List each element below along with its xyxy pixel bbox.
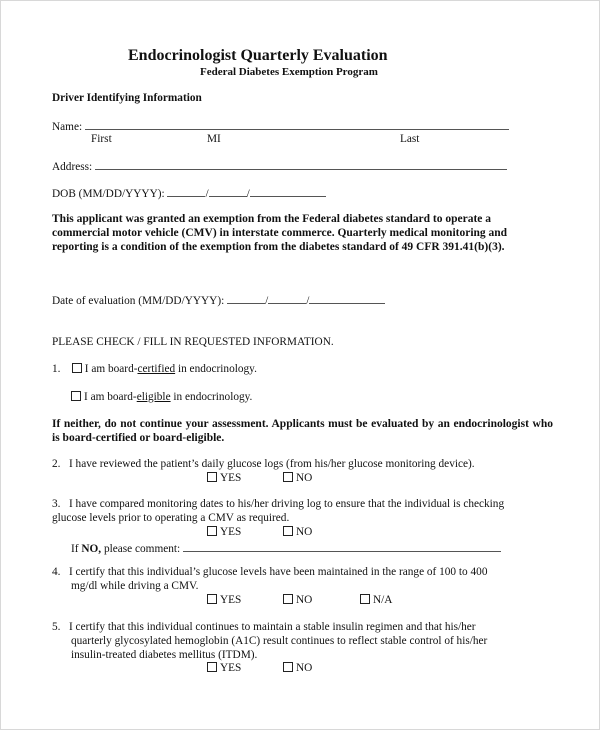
q5-statement-1: I certify that this individual continues to maintain a stable insulin regimen and that his/her <box>68 621 476 633</box>
q2-no-label: NO <box>296 472 313 484</box>
q4-statement-1: I certify that this individual’s glucose levels have been maintained in the range of 100 to 400 <box>68 566 488 578</box>
q4-na[interactable] <box>360 593 392 607</box>
evaluation-date-field[interactable]: Date of evaluation (MM/DD/YYYY): / / <box>52 293 385 308</box>
q1-opt1-suffix: in endocrinology. <box>175 363 257 375</box>
name-field[interactable] <box>52 119 509 134</box>
q5-yes[interactable] <box>207 661 241 675</box>
eval-day-input[interactable] <box>268 293 306 304</box>
q1-opt1-underlined: certified <box>137 363 176 375</box>
document-subtitle: Federal Diabetes Exemption Program <box>200 66 378 78</box>
q4-yes-label: YES <box>220 594 242 606</box>
q3-statement: I have compared monitoring dates to his/her driving log to ensure that the individual is checking glucose levels prior to operating a CMV as required. <box>52 498 505 524</box>
q2-yes-label: YES <box>220 472 242 484</box>
dob-field[interactable]: DOB (MM/DD/YYYY): / / <box>52 186 326 201</box>
q1-number: 1. <box>52 363 61 375</box>
q3-no-checkbox[interactable] <box>283 526 293 536</box>
q5-yes-label: YES <box>220 662 242 674</box>
q4-na-label: N/A <box>373 594 393 606</box>
q2-no-checkbox[interactable] <box>283 472 293 482</box>
address-field[interactable] <box>52 159 507 174</box>
q4-yes-checkbox[interactable] <box>207 594 217 604</box>
q3-comment-prefix: If <box>71 543 82 555</box>
address-input[interactable] <box>95 159 507 170</box>
q5-number: 5. <box>52 621 61 633</box>
q4-no-checkbox[interactable] <box>283 594 293 604</box>
board-certified-checkbox[interactable] <box>72 363 82 373</box>
q2-yes-checkbox[interactable] <box>207 472 217 482</box>
q4-na-checkbox[interactable] <box>360 594 370 604</box>
document-title: Endocrinologist Quarterly Evaluation <box>128 47 388 64</box>
dob-day-input[interactable] <box>209 186 247 197</box>
q5-yes-checkbox[interactable] <box>207 662 217 672</box>
q3-comment-field[interactable] <box>71 541 501 556</box>
instructions: PLEASE CHECK / FILL IN REQUESTED INFORMATION. <box>52 336 334 348</box>
q2-number: 2. <box>52 458 61 470</box>
name-first-label: First <box>91 133 112 145</box>
q5-no-label: NO <box>296 662 313 674</box>
q2-no[interactable] <box>283 471 312 485</box>
q1-opt2-text: I am board- <box>84 391 137 403</box>
q1-opt1-text: I am board- <box>84 363 138 375</box>
q4-line1 <box>52 565 487 579</box>
driver-section-heading: Driver Identifying Information <box>52 92 202 104</box>
evaluation-date-label: Date of evaluation (MM/DD/YYYY): <box>52 295 225 307</box>
q3-no[interactable] <box>283 525 312 539</box>
q2-text <box>52 457 475 471</box>
eval-year-input[interactable] <box>309 293 385 304</box>
dob-label: DOB (MM/DD/YYYY): <box>52 188 165 200</box>
q3-comment-no: NO, <box>81 543 102 555</box>
eligibility-warning: If neither, do not continue your assessment. Applicants must be evaluated by an endocrinologist who is board-certified or board-eligible. <box>52 418 553 444</box>
q3-comment-input[interactable] <box>183 541 501 552</box>
address-label: Address: <box>52 161 93 173</box>
dob-year-input[interactable] <box>250 186 326 197</box>
q4-line2: mg/dl while driving a CMV. <box>71 580 199 592</box>
eval-month-input[interactable] <box>227 293 265 304</box>
q5-line1 <box>52 620 476 634</box>
q3-yes-label: YES <box>220 526 242 538</box>
q3-yes[interactable] <box>207 525 241 539</box>
q5-no-checkbox[interactable] <box>283 662 293 672</box>
q1-certified <box>52 362 257 376</box>
q2-statement: I have reviewed the patient’s daily glucose logs (from his/her glucose monitoring device). <box>68 458 475 470</box>
q4-no[interactable] <box>283 593 312 607</box>
q3-yes-checkbox[interactable] <box>207 526 217 536</box>
q4-number: 4. <box>52 566 61 578</box>
q3-text <box>52 497 522 525</box>
q3-no-label: NO <box>296 526 313 538</box>
q1-opt2-suffix: in endocrinology. <box>170 391 253 403</box>
q3-comment-label: please comment: <box>101 543 181 555</box>
q5-line2: quarterly glycosylated hemoglobin (A1C) result continues to reflect stable control of his/her <box>71 635 488 647</box>
q1-eligible <box>71 390 252 404</box>
q2-yes[interactable] <box>207 471 241 485</box>
board-eligible-checkbox[interactable] <box>71 391 81 401</box>
q1-opt2-underlined: eligible <box>136 391 171 403</box>
q4-yes[interactable] <box>207 593 241 607</box>
name-last-label: Last <box>400 133 420 145</box>
q3-number: 3. <box>52 498 61 510</box>
name-mi-label: MI <box>207 133 221 145</box>
dob-month-input[interactable] <box>167 186 205 197</box>
name-input[interactable] <box>85 119 509 130</box>
q5-line3: insulin-treated diabetes mellitus (ITDM). <box>71 649 258 661</box>
exemption-notice: This applicant was granted an exemption from the Federal diabetes standard to operate a commercial motor vehicle (CMV) in interstate commerce. Quarterly medical monitoring and reporting is a condition of the exemption from the diabetes standard of 49 CFR 391.41(b)(3). <box>52 213 508 253</box>
name-label: Name: <box>52 121 83 133</box>
q4-no-label: NO <box>296 594 313 606</box>
q5-no[interactable] <box>283 661 312 675</box>
